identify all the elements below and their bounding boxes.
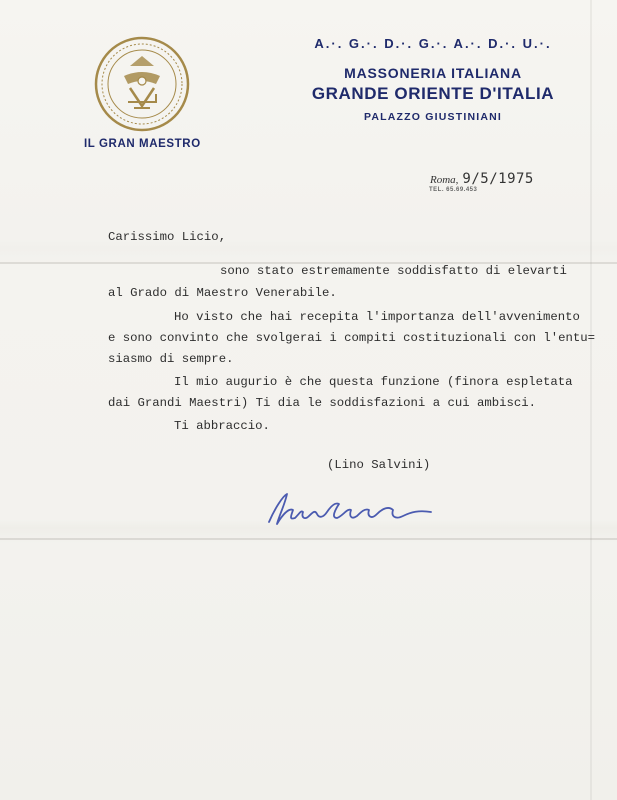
- body-line: e sono convinto che svolgerai i compiti costituzionali con l'entu=: [108, 331, 596, 345]
- closing: Ti abbraccio.: [174, 419, 270, 433]
- org-name: MASSONERIA ITALIANA: [344, 65, 522, 81]
- body-line: Ho visto che hai recepita l'importanza dell'avvenimento: [174, 310, 580, 324]
- body-line: al Grado di Maestro Venerabile.: [108, 286, 337, 300]
- date-value: 9/5/1975: [462, 171, 534, 187]
- org-lodge: GRANDE ORIENTE D'ITALIA: [311, 84, 555, 103]
- masonic-seal-icon: [94, 36, 190, 132]
- date-city: Roma,: [430, 174, 459, 186]
- letterhead: [300, 36, 566, 123]
- signatory-name: (Lino Salvini): [327, 458, 431, 472]
- body-line: siasmo di sempre.: [108, 352, 234, 366]
- office-title: IL GRAN MAESTRO: [84, 138, 201, 150]
- body-line: Il mio augurio è che questa funzione (finora espletata: [174, 375, 573, 389]
- body-line: dai Grandi Maestri) Ti dia le soddisfazioni a cui ambisci.: [108, 396, 537, 410]
- paper-fold: [590, 0, 592, 800]
- salutation: Carissimo Licio,: [108, 230, 227, 244]
- paper-fold: [0, 538, 617, 540]
- handwritten-signature-icon: [265, 488, 435, 528]
- masonic-motto: A.·. G.·. D.·. G.·. A.·. D.·. U.·.: [314, 36, 552, 51]
- body-line: sono stato estremamente soddisfatto di elevarti: [220, 264, 567, 278]
- dateline: [430, 170, 534, 188]
- org-palace: PALAZZO GIUSTINIANI: [363, 111, 503, 123]
- telephone: TEL. 65.69.453: [429, 187, 478, 193]
